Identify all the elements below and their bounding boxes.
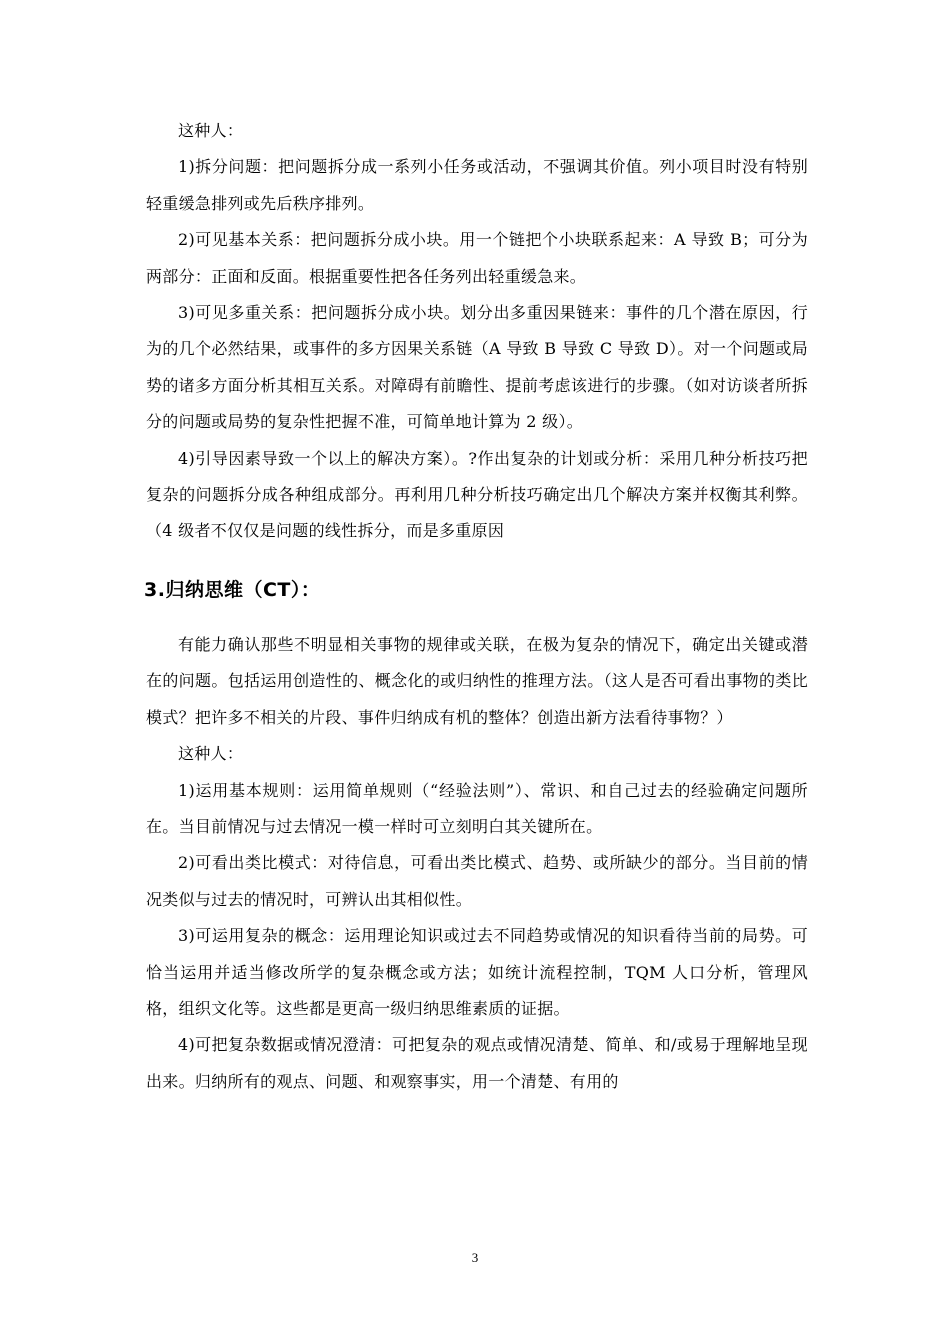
section-3-lead: 这种人：: [178, 744, 244, 764]
section-2-level-4: 4)引导因素导致一个以上的解决方案）。?作出复杂的计划或分析：采用几种分析技巧把复杂的问题拆分成各种组成部分。再利用几种分析技巧确定出几个解决方案并权衡其利弊。（4 级者不仅仅是问题的线性拆分，而是多重原因: [146, 448, 808, 541]
section-3-level-2: 2)可看出类比模式：对待信息，可看出类比模式、趋势、或所缺少的部分。当目前的情况类似与过去的情况时，可辨认出其相似性。: [146, 853, 808, 909]
section-3-intro: 有能力确认那些不明显相关事物的规律或关联，在极为复杂的情况下，确定出关键或潜在的问题。包括运用创造性的、概念化的或归纳性的推理方法。（这人是否可看出事物的类比模式？把许多不相关的片段、事件归纳成有机的整体？创造出新方法看待事物？）: [146, 634, 808, 727]
document-body: [146, 113, 808, 1100]
section-3-level-3: 3)可运用复杂的概念：运用理论知识或过去不同趋势或情况的知识看待当前的局势。可恰当运用并适当修改所学的复杂概念或方法；如统计流程控制，TQM 人口分析，管理风格，组织文化等。这些都是更高一级归纳思维素质的证据。: [146, 926, 808, 1018]
section-3-level-1: 1)运用基本规则：运用简单规则（“经验法则”）、常识、和自己过去的经验确定问题所在。当目前情况与过去情况一模一样时可立刻明白其关键所在。: [146, 780, 808, 836]
section-2-level-2: 2)可见基本关系：把问题拆分成小块。用一个链把个小块联系起来：A 导致 B；可分为两部分：正面和反面。根据重要性把各任务列出轻重缓急来。: [146, 230, 808, 286]
page-number: 3: [471, 1250, 479, 1265]
section-2-lead: 这种人：: [178, 121, 244, 140]
section-2-level-1: 1)拆分问题：把问题拆分成一系列小任务或活动，不强调其价值。列小项目时没有特别轻重缓急排列或先后秩序排列。: [146, 157, 808, 213]
section-3-heading: 3.归纳思维（CT）：: [144, 578, 321, 601]
section-2-level-3: 3)可见多重关系：把问题拆分成小块。划分出多重因果链来：事件的几个潜在原因，行为的几个必然结果，或事件的多方因果关系链（A 导致 B 导致 C 导致 D）。对一个问题或局势的诸多方面分析其相互关系。对障碍有前瞻性、提前考虑该进行的步骤。（如对访谈者所拆分的问题或局势的复杂性把握不准，可简单地计算为 2 级）。: [146, 303, 808, 432]
section-3-level-4: 4)可把复杂数据或情况澄清：可把复杂的观点或情况清楚、简单、和/或易于理解地呈现出来。归纳所有的观点、问题、和观察事实，用一个清楚、有用的: [146, 1035, 808, 1091]
